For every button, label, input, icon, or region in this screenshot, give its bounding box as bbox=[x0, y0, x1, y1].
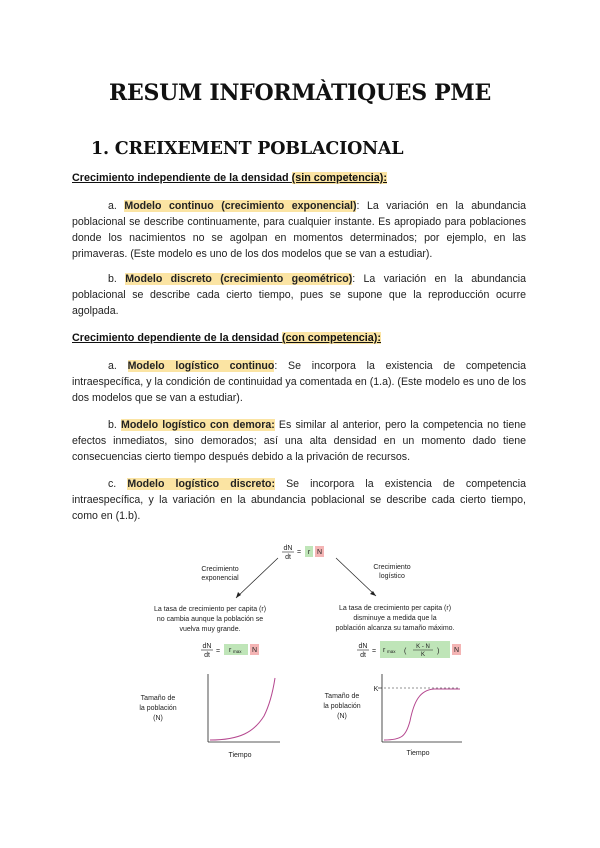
logistic-equation bbox=[357, 641, 461, 659]
svg-text:(: ( bbox=[404, 648, 407, 655]
svg-text:La tasa de crecimiento per cap: La tasa de crecimiento per capita (r) bbox=[338, 605, 452, 612]
logistic-chart bbox=[323, 674, 462, 757]
paragraph-logistic-delay: b. Modelo logístico con demora: Es similar al anterior, pero la competencia no tiene efectos inmediatos, sino demorados; así una alta densidad en un momento dado tiene consecuencias cierto tiempo después debido a la privación de recursos. bbox=[72, 419, 526, 463]
growth-models-figure bbox=[130, 536, 470, 766]
section-heading: 1. CREIXEMENT POBLACIONAL bbox=[91, 139, 404, 159]
paragraph-discrete-model: b. Modelo discreto (crecimiento geométrico): La variación en la abundancia poblacional se describe cada cierto tiempo, pues se supone que la reproducción ocurre agolpada. bbox=[72, 273, 526, 317]
svg-text:(N): (N) bbox=[337, 713, 347, 720]
svg-text:r: r bbox=[307, 549, 311, 556]
svg-text:disminuye a medida que la: disminuye a medida que la bbox=[353, 615, 437, 622]
svg-text:N: N bbox=[453, 647, 460, 654]
svg-text:la población: la población bbox=[139, 705, 177, 712]
svg-text:=: = bbox=[371, 648, 377, 655]
svg-text:K: K bbox=[420, 652, 426, 658]
term-highlight: Modelo continuo (crecimiento exponencial) bbox=[124, 200, 357, 212]
svg-text:K - N: K - N bbox=[416, 644, 430, 650]
page-title: RESUM INFORMÀTIQUES PME bbox=[109, 80, 491, 106]
paragraph-logistic-continuous: a. Modelo logístico continuo: Se incorpora la existencia de competencia intraespecífica, y la condición de continuidad ya comentada en (1.a). (Este modelo es uno de los dos modelos que se van a estudiar). bbox=[72, 360, 526, 404]
subheading-dependent: Crecimiento dependiente de la densidad (con competencia): bbox=[72, 332, 381, 344]
svg-text:N: N bbox=[251, 647, 258, 654]
paragraph-continuous-model: a. Modelo continuo (crecimiento exponencial): La variación en la abundancia poblacional se describe continuamente, para cualquier instante. Es apropiado para poblaciones donde los nacimientos no se agolpan en momentos determinados; por ejemplo, en las primaveras. (Este modelo es uno de los dos modelos que se van a estudiar). bbox=[72, 200, 527, 260]
svg-text:Tiempo: Tiempo bbox=[228, 752, 252, 759]
svg-text:max: max bbox=[387, 649, 396, 654]
exponential-chart bbox=[139, 674, 280, 759]
exponential-equation bbox=[201, 643, 259, 659]
svg-text:r: r bbox=[229, 647, 232, 654]
svg-text:no cambia aunque la población: no cambia aunque la población se bbox=[156, 616, 264, 623]
svg-text:Crecimiento: Crecimiento bbox=[373, 564, 411, 571]
svg-text:K: K bbox=[373, 686, 379, 693]
svg-text:exponencial: exponencial bbox=[201, 575, 239, 582]
svg-text:N: N bbox=[316, 549, 323, 556]
paragraph-logistic-discrete: c. Modelo logístico discreto: Se incorpora la existencia de competencia intraespecífica, y la variación en la abundancia poblacional se describe cada cierto tiempo, como en (1.b). bbox=[72, 478, 526, 522]
subheading-independent: Crecimiento independiente de la densidad (sin competencia): bbox=[72, 172, 387, 184]
svg-text:la población: la población bbox=[323, 703, 361, 710]
svg-text:=: = bbox=[296, 549, 302, 556]
svg-text:=: = bbox=[215, 648, 221, 655]
svg-text:logístico: logístico bbox=[379, 573, 405, 580]
svg-text:dt: dt bbox=[204, 652, 210, 659]
svg-text:Tamaño de: Tamaño de bbox=[324, 693, 360, 700]
svg-text:Tamaño de: Tamaño de bbox=[140, 695, 176, 702]
logistic-curve bbox=[384, 689, 460, 740]
svg-text:dt: dt bbox=[360, 652, 366, 659]
svg-text:r: r bbox=[383, 647, 386, 654]
term-highlight: Modelo logístico continuo bbox=[127, 360, 275, 372]
svg-text:): ) bbox=[437, 648, 440, 655]
svg-text:(N): (N) bbox=[153, 715, 163, 722]
svg-text:max: max bbox=[233, 649, 242, 654]
svg-text:dN: dN bbox=[283, 545, 293, 552]
svg-text:dt: dt bbox=[285, 554, 291, 561]
term-highlight: Modelo discreto (crecimiento geométrico) bbox=[125, 273, 353, 285]
term-highlight: Modelo logístico discreto: bbox=[127, 478, 275, 490]
exponential-curve bbox=[210, 678, 275, 740]
svg-text:población alcanza su tamaño má: población alcanza su tamaño máximo. bbox=[335, 625, 455, 632]
svg-text:dN: dN bbox=[358, 643, 368, 650]
svg-text:vuelva muy grande.: vuelva muy grande. bbox=[179, 626, 241, 633]
term-highlight: Modelo logístico con demora: bbox=[121, 419, 275, 431]
svg-text:La tasa de crecimiento per cap: La tasa de crecimiento per capita (r) bbox=[153, 606, 267, 613]
top-equation bbox=[282, 545, 324, 561]
svg-text:Crecimiento: Crecimiento bbox=[201, 566, 239, 573]
svg-text:dN: dN bbox=[202, 643, 212, 650]
svg-text:Tiempo: Tiempo bbox=[406, 750, 430, 757]
